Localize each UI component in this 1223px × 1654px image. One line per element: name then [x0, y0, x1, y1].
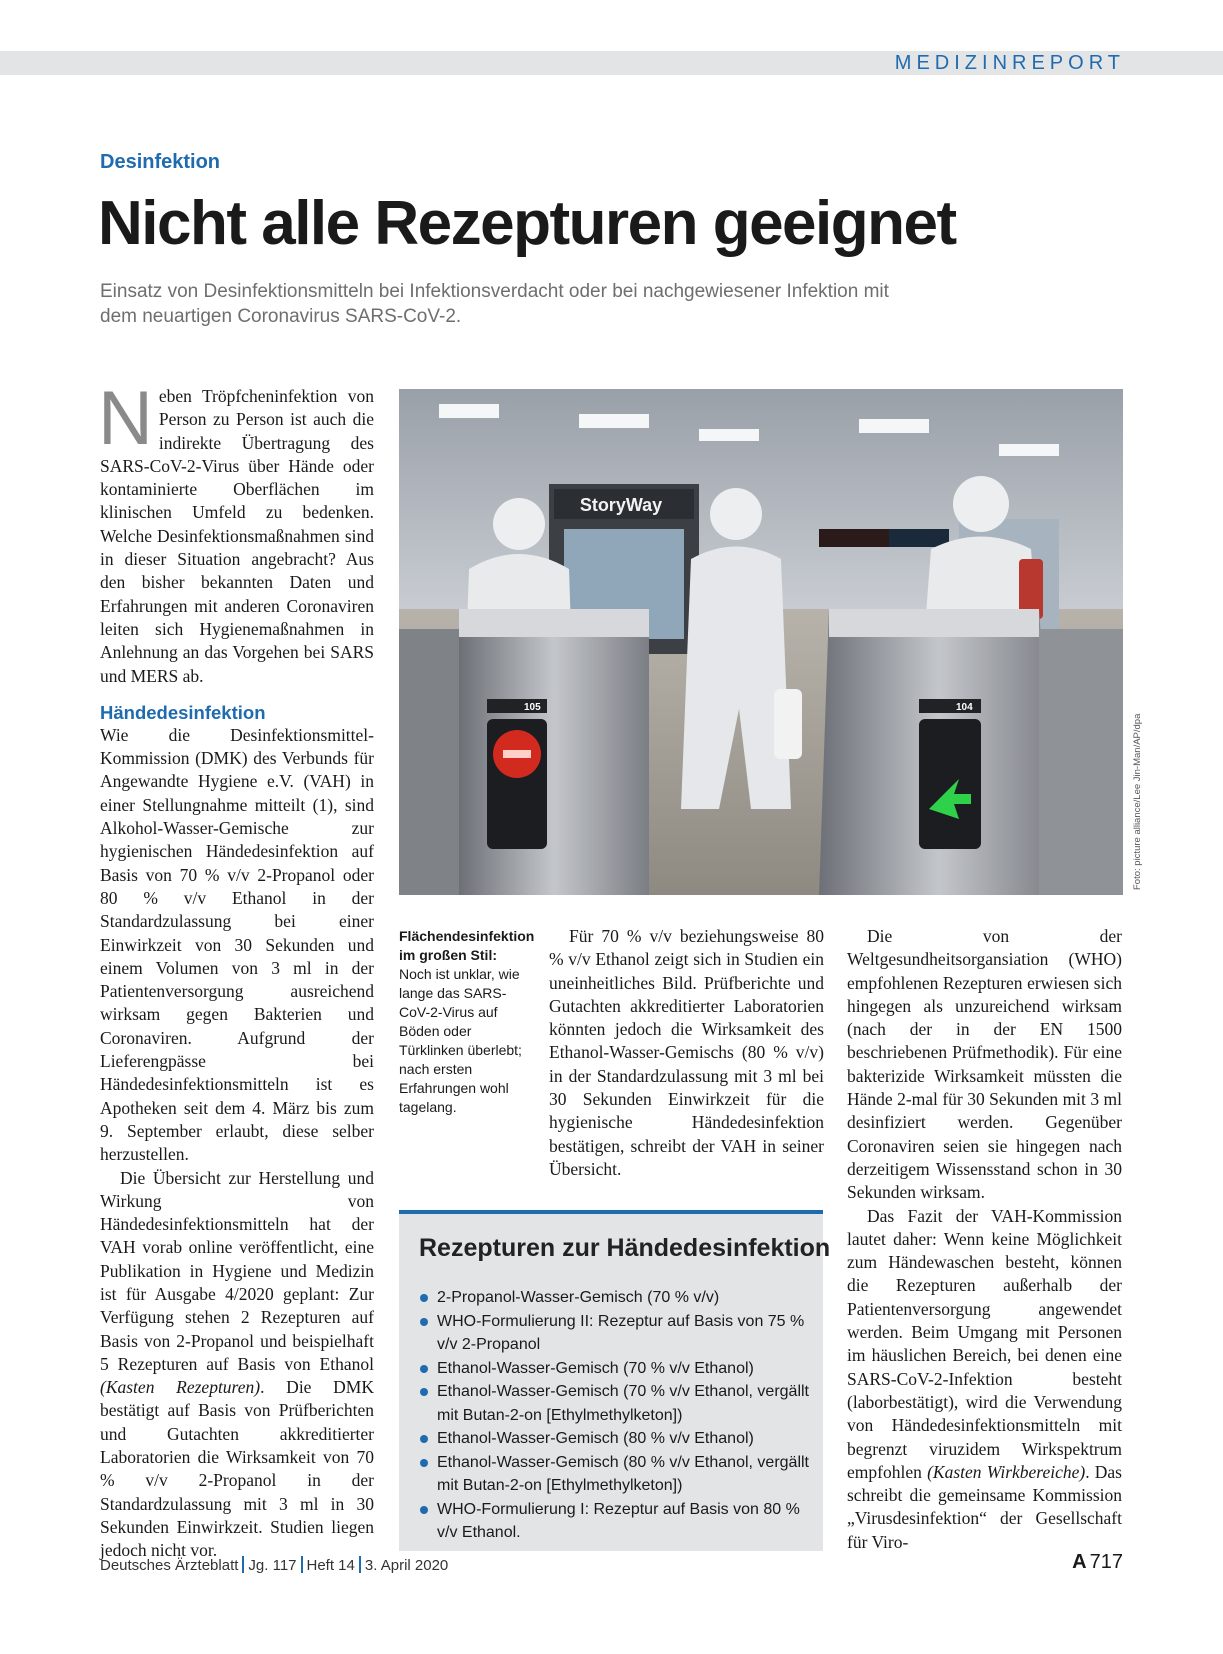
article-column-3	[549, 925, 824, 1181]
kasten-wirkbereiche-reference: (Kasten Wirkbereiche)	[927, 1461, 1086, 1482]
page-number	[1072, 1551, 1123, 1574]
caption-text: Noch ist unklar, wie lange das SARS-CoV-2-Virus auf Böden oder Türklinken überlebt; nach ersten Erfahrungen wohl tagelang.	[399, 966, 522, 1115]
photo-disinfection-subway	[399, 389, 1123, 895]
journal-issue: Heft 14	[306, 1557, 355, 1574]
paragraph-4: Die von der Weltgesundheitsorgansiation (WHO) empfohlenen Rezepturen erwiesen sich hingegen als unzureichend wirksam (nach der in der EN 1500 beschriebenen Prüfmethodik). Für eine bakterizide Wirksamkeit müssten die Hände 2-mal für 30 Sekunden mit 3 ml desinfiziert werden. Gegenüber Coronaviren seien sie hingegen nach derzeitigem Wissensstand schon in 30 Sekunden wirksam.	[847, 926, 1122, 1203]
bullet-icon	[420, 1388, 428, 1396]
list-item: 2-Propanol-Wasser-Gemisch (70 % v/v)	[419, 1286, 814, 1310]
paragraph-5	[847, 1205, 1122, 1554]
list-item: Ethanol-Wasser-Gemisch (80 % v/v Ethanol)	[419, 1427, 814, 1451]
article-column-4	[847, 925, 1122, 1554]
paragraph-2	[100, 1167, 374, 1563]
journal-name: Deutsches Ärzteblatt	[100, 1557, 239, 1574]
gate-left-number: 105	[524, 702, 541, 713]
bullet-icon	[420, 1365, 428, 1373]
article-subtitle: Einsatz von Desinfektionsmitteln bei Infektionsverdacht oder bei nachgewiesener Infektion mit dem neuartigen Coronavirus SARS-CoV-2.	[100, 281, 889, 327]
gate-right-number: 104	[956, 702, 973, 713]
list-item: Ethanol-Wasser-Gemisch (80 % v/v Ethanol, vergällt mit Butan-2-on [Ethylmethylketon])	[419, 1451, 814, 1498]
intro-text: eben Tröpfcheninfektion von Person zu Person ist auch die indirekte Übertragung des SARS-CoV-2-Virus über Hände oder kontaminierte Oberflächen im klinischen Umfeld zu bedenken. Welche Desinfektionsmaßnahmen sind in dieser Situation angebracht? Aus den bisher bekannten Daten und Erfahrungen mit anderen Coronaviren leiten sich Hygienemaßnahmen in Anlehnung an das Vorgehen bei SARS und MERS ab.	[100, 386, 374, 686]
info-box-title: Rezepturen zur Händedesinfektion	[419, 1234, 831, 1262]
bullet-icon	[420, 1435, 428, 1443]
photo-credit: Foto: picture alliance/Lee Jin-Man/AP/dpa	[1132, 713, 1143, 890]
footer-separator	[242, 1556, 244, 1573]
list-item: WHO-Formulierung II: Rezeptur auf Basis von 75 % v/v 2-Propanol	[419, 1310, 814, 1357]
bullet-icon	[420, 1506, 428, 1514]
kasten-rezepturen-reference: (Kasten Rezepturen)	[100, 1377, 261, 1398]
paragraph-5-text-b: . Das schreibt die gemeinsame Kommission „Virusdesinfektion“ der Gesellschaft für Viro-	[847, 1461, 1122, 1552]
footer-separator	[301, 1556, 303, 1573]
subhead-haendedesinfektion: Händedesinfektion	[100, 701, 266, 723]
article-kicker: Desinfektion	[100, 151, 221, 173]
journal-date: 3. April 2020	[364, 1557, 449, 1574]
bullet-icon	[420, 1294, 428, 1302]
article-headline: Nicht alle Rezepturen geeignet	[98, 189, 956, 258]
photo-caption	[399, 927, 535, 1117]
list-item: Ethanol-Wasser-Gemisch (70 % v/v Ethanol, vergällt mit Butan-2-on [Ethylmethylketon])	[419, 1380, 814, 1427]
bullet-icon	[420, 1459, 428, 1467]
list-item: Ethanol-Wasser-Gemisch (70 % v/v Ethanol)	[419, 1357, 814, 1381]
paragraph-5-text-a: Das Fazit der VAH-Kommission lautet daher: Wenn keine Möglichkeit zum Händewaschen besteht, können die Rezepturen außerhalb der Patientenversorgung angewendet werden. Beim Umgang mit Personen im häuslichen Bereich, bei denen eine SARS-CoV-2-Infektion besteht (laborbestätigt), wird die Verwendung von Händedesinfektionsmitteln mit begrenzt viruzidem Wirkspektrum empfohlen	[847, 1205, 1122, 1482]
paragraph-2-text-a: Die Übersicht zur Herstellung und Wirkung von Händedesinfektionsmitteln hat der VAH vorab online veröffentlicht, eine Publikation in Hygiene und Medizin ist für Ausgabe 4/2020 geplant: Zur Verfügung stehen 2 Rezepturen auf Basis von 2-Propanol und beispielhaft 5 Rezepturen auf Basis von Ethanol	[100, 1167, 374, 1374]
bullet-icon	[420, 1318, 428, 1326]
drop-cap: N	[98, 376, 153, 461]
page-footer	[100, 1556, 448, 1574]
section-label: MEDIZINREPORT	[894, 52, 1125, 74]
paragraph-1: Wie die Desinfektionsmittel-Kommission (DMK) des Verbunds für Angewandte Hygiene e.V. (VAH) in einer Stellungnahme mitteilt (1), sind Alkohol-Wasser-Gemische zur hygienischen Händedesinfektion auf Basis von 70 % v/v 2-Propanol oder 80 % v/v Ethanol in der Standardzulassung bei einer Einwirkzeit von 30 Sekunden und einem Volumen von 3 ml in der Patientenversorgung ausreichend wirksam gegen Bakterien und Coronaviren. Aufgrund der Lieferengpässe bei Händedesinfektionsmitteln ist es Apotheken seit dem 4. März bis zum 9. September erlaubt, diese selber herzustellen.	[100, 724, 374, 1165]
caption-title: Flächendesinfektion im großen Stil:	[399, 928, 535, 963]
page-number-value: 717	[1089, 1551, 1123, 1573]
storyway-sign: StoryWay	[579, 495, 663, 515]
journal-volume: Jg. 117	[248, 1557, 297, 1574]
intro-paragraph	[98, 376, 374, 688]
article-photo	[399, 389, 1123, 895]
paragraph-3: Für 70 % v/v beziehungsweise 80 % v/v Ethanol zeigt sich in Studien ein uneinheitliches Bild. Prüfberichte und Gutachten akkreditierter Laboratorien könnten jedoch die Wirksamkeit des Ethanol-Wasser-Gemischs (80 % v/v) in der Standardzulassung mit 3 ml bei 30 Sekunden Einwirkzeit für die hygienische Händedesinfektion bestätigen, schreibt der VAH in seiner Übersicht.	[549, 926, 824, 1179]
list-item: WHO-Formulierung I: Rezeptur auf Basis von 80 % v/v Ethanol.	[419, 1498, 814, 1545]
page-prefix: A	[1072, 1551, 1087, 1573]
article-column-1	[98, 376, 375, 1563]
info-box-rezepturen	[399, 1210, 831, 1551]
rezepturen-list	[419, 1286, 814, 1545]
footer-separator	[359, 1556, 361, 1573]
paragraph-2-text-b: . Die DMK bestätigt auf Basis von Prüfberichten und Gutachten akkreditierter Laboratorien die Wirksamkeit von 70 % v/v 2-Propanol in der Standardzulassung mit 3 ml in 30 Sekunden Einwirkzeit. Studien liegen jedoch nicht vor.	[100, 1377, 375, 1561]
